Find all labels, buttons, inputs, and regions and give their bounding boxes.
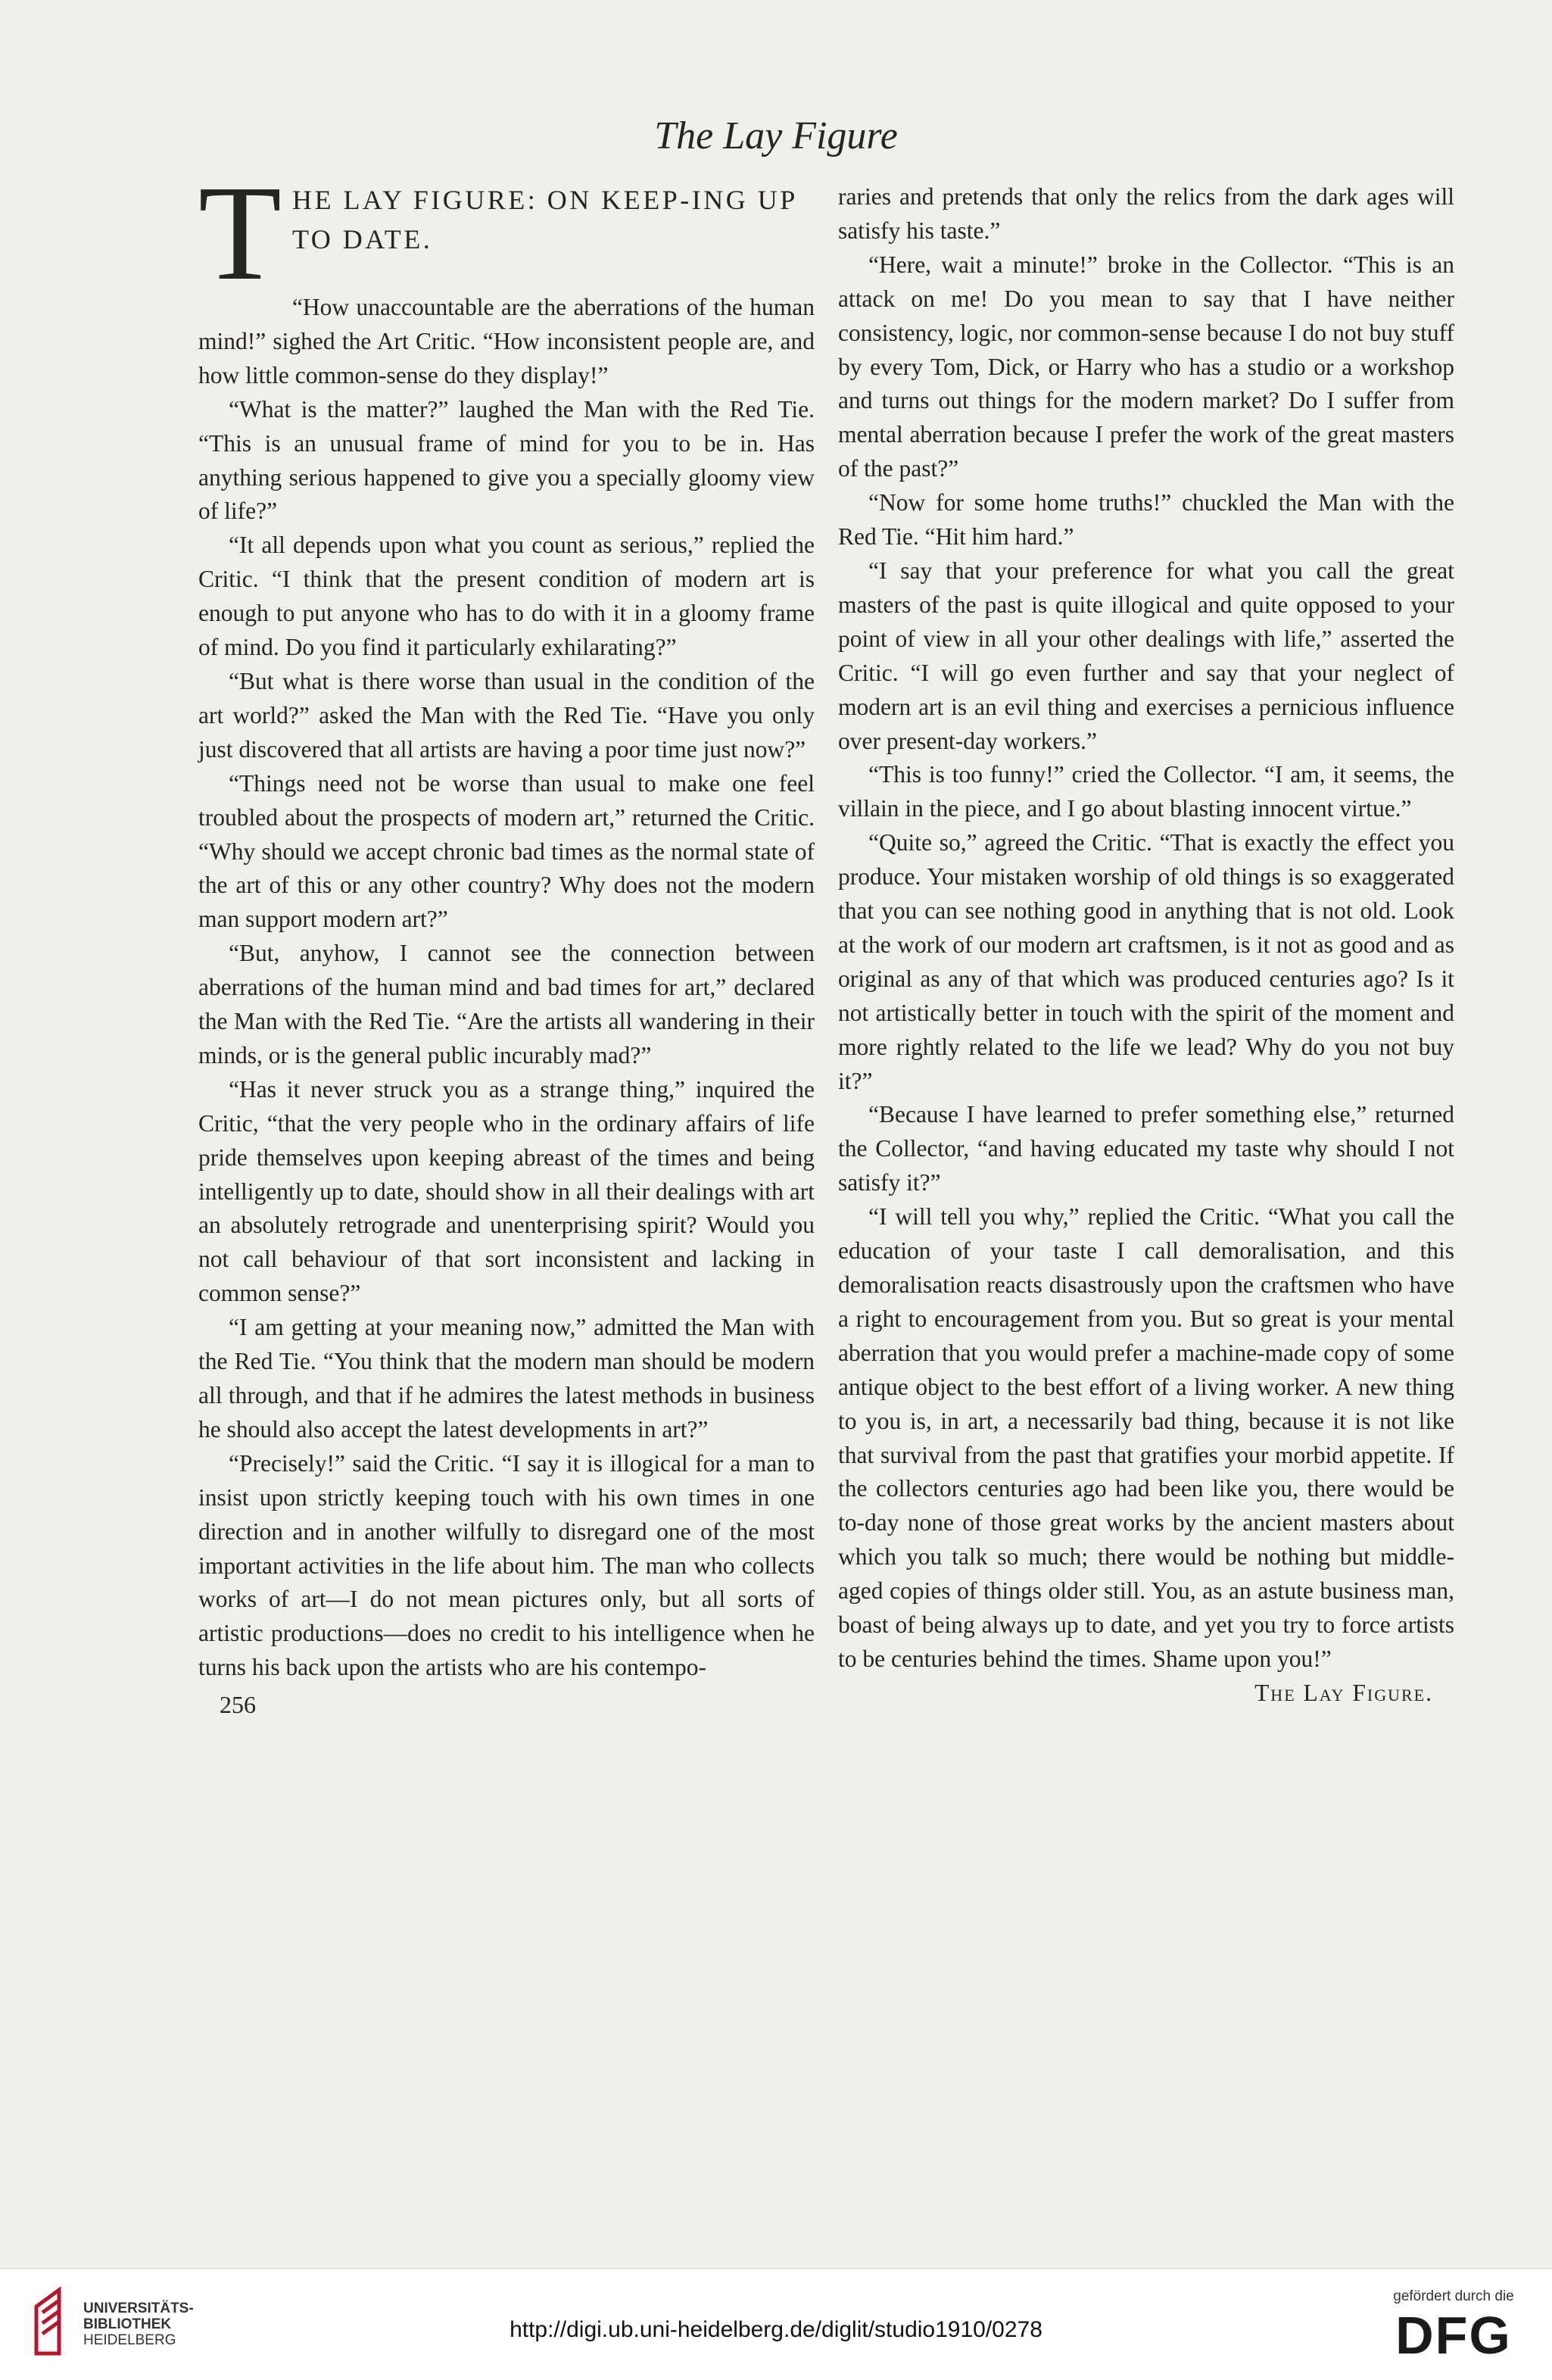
library-name-line: BIBLIOTHEK — [83, 2316, 172, 2332]
viewer-footer — [0, 2268, 1552, 2380]
library-name-line: HEIDELBERG — [83, 2332, 176, 2348]
signature: The Lay Figure. — [1254, 1679, 1433, 1706]
paragraph: “But what is there worse than usual in the condition of the art world?” asked the Man with the Red Tie. “Have you only just discovered that all artists are having a poor time just now?” — [198, 667, 815, 763]
paragraph: “Here, wait a minute!” broke in the Collector. “This is an attack on me! Do you mean to say that I have neither consistency, logic, nor common-sense because I do not buy stuff by every Tom, Dick, or Harry who has a studio or a workshop and turns out things for the modern market? Do I suffer from mental aberration because I prefer the work of the great masters of the past?” — [838, 251, 1454, 482]
paragraph: “I am getting at your meaning now,” admitted the Man with the Red Tie. “You think that the modern man should be modern all through, and that if he admires the latest methods in business he should also accept the latest developments in art?” — [198, 1314, 815, 1443]
paragraph: “I say that your preference for what you call the great masters of the past is quite illogical and quite opposed to your point of view in all your other dealings with life,” asserted the Critic. “I will go even further and say that your neglect of modern art is an evil thing and exercises a pernicious influence over present-day workers.” — [838, 557, 1454, 754]
paragraph: “But, anyhow, I cannot see the connection between aberrations of the human mind and bad times for art,” declared the Man with the Red Tie. “Are the artists all wandering in their minds, or is the general public incurably mad?” — [198, 940, 815, 1068]
funder-note: gefördert durch die — [1393, 2288, 1514, 2304]
left-column — [198, 158, 815, 1722]
paragraph: “Precisely!” said the Critic. “I say it is illogical for a man to insist upon strictly keeping touch with his own times in one direction and in another wilfully to disregard one of the most important activities in the life about him. The man who collects works of art—I do not mean pictures only, but all sorts of artistic productions—does no credit to his intelligence when he turns his back upon the artists who are his contempo- — [198, 1449, 815, 1681]
library-name-line: UNIVERSITÄTS- — [83, 2300, 194, 2316]
drop-cap: T — [198, 158, 282, 308]
permalink-url[interactable]: http://digi.ub.uni-heidelberg.de/diglit/studio1910/0278 — [510, 2317, 1042, 2342]
running-title: The Lay Figure — [654, 114, 898, 158]
paragraph: “How unaccountable are the aberrations of the human mind!” sighed the Art Critic. “How inconsistent people are, and how little common-sense do they display!” — [198, 294, 815, 388]
paragraph: “Because I have learned to prefer something else,” returned the Collector, “and having educated my taste why should I not satisfy it?” — [838, 1101, 1454, 1196]
paragraph: “This is too funny!” cried the Collector. “I am, it seems, the villain in the piece, and I go about blasting innocent virtue.” — [838, 761, 1454, 822]
paragraph: “It all depends upon what you count as serious,” replied the Critic. “I think that the present condition of modern art is enough to put anyone who has to do with it in a gloomy frame of mind. Do you find it particularly exhilarating?” — [198, 532, 815, 661]
paragraph: “Now for some home truths!” chuckled the Man with the Red Tie. “Hit him hard.” — [838, 489, 1454, 551]
dfg-logo: DFG — [1395, 2306, 1512, 2365]
paragraph: “Things need not be worse than usual to make one feel troubled about the prospects of modern art,” returned the Critic. “Why should we accept chronic bad times as the normal state of the art of this or any other country? Why does not the modern man support modern art?” — [198, 769, 815, 933]
paragraph: “Has it never struck you as a strange thing,” inquired the Critic, “that the very people who in the ordinary affairs of life pride themselves upon keeping abreast of the times and being intelligently up to date, should show in all their dealings with art an absolutely retrograde and unenterprising spirit? Would you not call behaviour of that sort inconsistent and lacking in common sense?” — [198, 1075, 815, 1307]
paragraph: “Quite so,” agreed the Critic. “That is exactly the effect you produce. Your mistaken worship of old things is so exaggerated that you can see nothing good in anything that is not old. Look at the work of our modern art craftsmen, is it not as good and as original as any of that which was produced centuries ago? Is it not artistically better in touch with the spirit of the moment and more rightly related to the life we lead? Why do you not buy it?” — [838, 829, 1454, 1094]
paragraph: raries and pretends that only the relics from the dark ages will satisfy his taste.” — [838, 183, 1454, 244]
paragraph: “I will tell you why,” replied the Critic. “What you call the education of your taste I call demoralisation, and this demoralisation reacts disastrously upon the craftsmen who have a right to encouragement from you. But so great is your mental aberration that you would prefer a machine-made copy of some antique object to the best effort of a living worker. A new thing to you is, in art, a necessarily bad thing, because it is not like that survival from the past that gratifies your morbid appetite. If the collectors centuries ago had been like you, there would be to-day none of those great works by the ancient masters about which you talk so much; there would be nothing but middle-aged copies of things older still. You, as an astute business man, boast of being always up to date, and yet you try to force artists to be centuries behind the times. Shame upon you!” — [838, 1203, 1454, 1672]
right-column — [838, 180, 1454, 1711]
funder-block — [1385, 2288, 1522, 2366]
page-number: 256 — [220, 1691, 256, 1719]
paragraph: “What is the matter?” laughed the Man with the Red Tie. “This is an unusual frame of mind for you to be in. Has anything serious happened to give you a specially gloomy view of life?” — [198, 395, 815, 525]
article-headline: HE LAY FIGURE: ON KEEP-ING UP TO DATE. — [291, 185, 797, 254]
